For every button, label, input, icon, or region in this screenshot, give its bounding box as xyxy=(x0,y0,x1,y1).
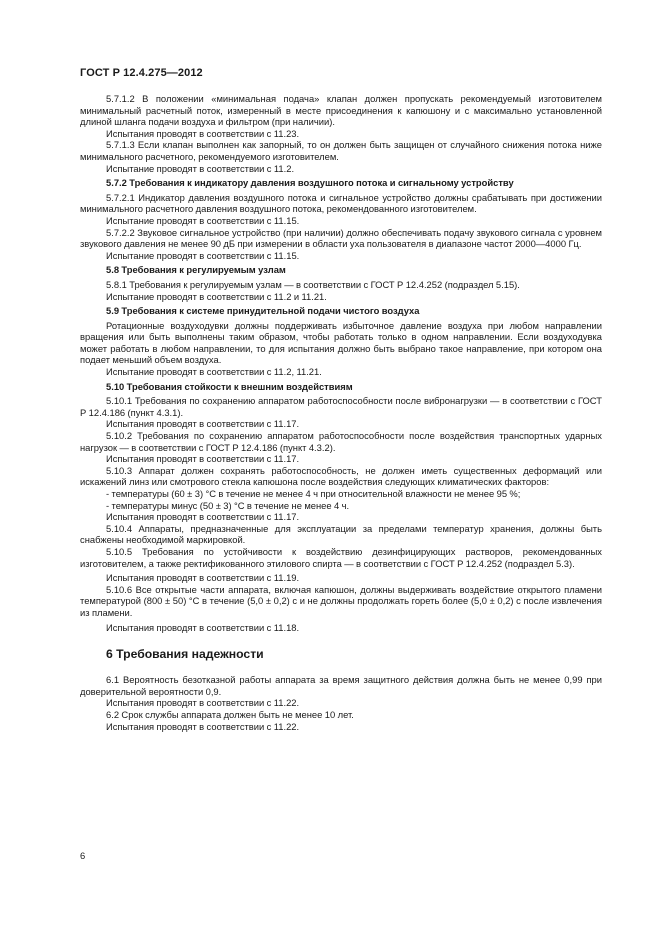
paragraph: Испытания проводят в соответствии с 11.17. xyxy=(106,511,300,523)
page-number: 6 xyxy=(80,850,86,861)
paragraph: 6.1 Вероятность безотказной работы аппарата за время защитного действия должна быть не менее 0,99 при доверительной вероятности 0,9. xyxy=(80,674,602,697)
paragraph: Испытания проводят в соответствии с 11.22. xyxy=(106,697,300,709)
document-body xyxy=(80,93,602,732)
section-heading: 5.7.2 Требования к индикатору давления воздушного потока и сигнальному устройству xyxy=(106,177,514,189)
paragraph: Испытания проводят в соответствии с 11.23. xyxy=(106,127,300,139)
section-heading: 5.8 Требования к регулируемым узлам xyxy=(106,264,286,276)
paragraph: Испытания проводят в соответствии с 11.18. xyxy=(106,621,300,633)
paragraph: 5.7.1.2 В положении «минимальная подача» клапан должен пропускать рекомендуемый изготовителем минимальный расчетный поток, измеренный в месте присоединения к капюшону и с максимально установленной длиной шланга подачи воздуха и фильтром (при наличии). xyxy=(80,93,602,128)
paragraph: 5.10.1 Требования по сохранению аппаратом работоспособности после вибронагрузки — в соответствии с ГОСТ Р 12.4.186 (пункт 4.3.1). xyxy=(80,395,602,418)
paragraph: Испытания проводят в соответствии с 11.17. xyxy=(106,418,300,430)
paragraph: 5.10.5 Требования по устойчивости к воздействию дезинфицирующих растворов, рекомендованных изготовителем, а также ректификованного этилового спирта — в соответствии с ГОСТ Р 12.4.252 (подраздел 5.3). xyxy=(80,545,602,569)
paragraph: Испытание проводят в соответствии с 11.2 и 11.21. xyxy=(106,290,327,302)
paragraph: 5.10.2 Требования по сохранению аппаратом работоспособности после воздействия транспортных ударных нагрузок — в соответствии с ГОСТ Р 12.4.186 (пункт 4.3.2). xyxy=(80,430,602,453)
paragraph: 5.10.4 Аппараты, предназначенные для эксплуатации за пределами температур хранения, должны быть снабжены необходимой маркировкой. xyxy=(80,522,602,546)
paragraph: Испытания проводят в соответствии с 11.19. xyxy=(106,572,300,584)
list-item: - температуры минус (50 ± 3) °С в течение не менее 4 ч. xyxy=(106,499,350,511)
list-item: - температуры (60 ± 3) °С в течение не менее 4 ч при относительной влажности не менее 95 %; xyxy=(106,488,521,499)
paragraph: Испытания проводят в соответствии с 11.22. xyxy=(106,720,300,732)
paragraph: 5.10.3 Аппарат должен сохранять работоспособность, не должен иметь существенных деформаций или искажений линз или смотрового стекла капюшона после воздействия следующих климатических факторов: xyxy=(80,464,602,488)
paragraph: 5.8.1 Требования к регулируемым узлам — в соответствии с ГОСТ Р 12.4.252 (подраздел 5.15). xyxy=(106,278,520,290)
section-heading: 5.9 Требования к системе принудительной подачи чистого воздуха xyxy=(106,305,420,317)
paragraph: Испытания проводят в соответствии с 11.17. xyxy=(106,453,300,465)
paragraph: 5.7.1.3 Если клапан выполнен как запорный, то он должен быть защищен от случайного снижения потока ниже минимального расчетного, рекомендуемого изготовителем. xyxy=(80,139,602,162)
paragraph: Ротационные воздуходувки должны поддерживать избыточное давление воздуха при любом направлении вращения или быть выполнены таким образом, чтобы работать только в одном направлении. Если воздуходувка может работать в любом направлении, то для испытания должно быть выбрано такое направление, при котором она подает меньший объем воздуха. xyxy=(80,319,602,366)
document-header: ГОСТ Р 12.4.275—2012 xyxy=(80,67,203,79)
paragraph: 5.7.2.1 Индикатор давления воздушного потока и сигнальное устройство должны срабатывать при достижении минимального расчетного давления воздушного потока, рекомендованного изготовителем. xyxy=(80,191,602,215)
paragraph: 5.10.6 Все открытые части аппарата, включая капюшон, должны выдерживать воздействие открытого пламени температурой (800 ± 50) °С в течение (5,0 ± 0,2) с и не должны продолжать гореть более (5,0 ± 0,2) с после извлечения из пламени. xyxy=(80,583,602,618)
paragraph: 5.7.2.2 Звуковое сигнальное устройство (при наличии) должно обеспечивать подачу звукового сигнала с уровнем звукового давления не менее 90 дБ при измерении в области уха пользователя в диапазоне частот 2000—4000 Гц. xyxy=(80,226,602,250)
section-heading: 5.10 Требования стойкости к внешним воздействиям xyxy=(106,380,353,392)
paragraph: Испытание проводят в соответствии с 11.2. xyxy=(106,162,295,174)
chapter-heading: 6 Требования надежности xyxy=(106,647,264,662)
paragraph: Испытание проводят в соответствии с 11.15. xyxy=(106,249,300,261)
paragraph: Испытание проводят в соответствии с 11.15. xyxy=(106,214,300,226)
paragraph: 6.2 Срок службы аппарата должен быть не менее 10 лет. xyxy=(106,708,354,720)
paragraph: Испытание проводят в соответствии с 11.2, 11.21. xyxy=(106,366,322,378)
